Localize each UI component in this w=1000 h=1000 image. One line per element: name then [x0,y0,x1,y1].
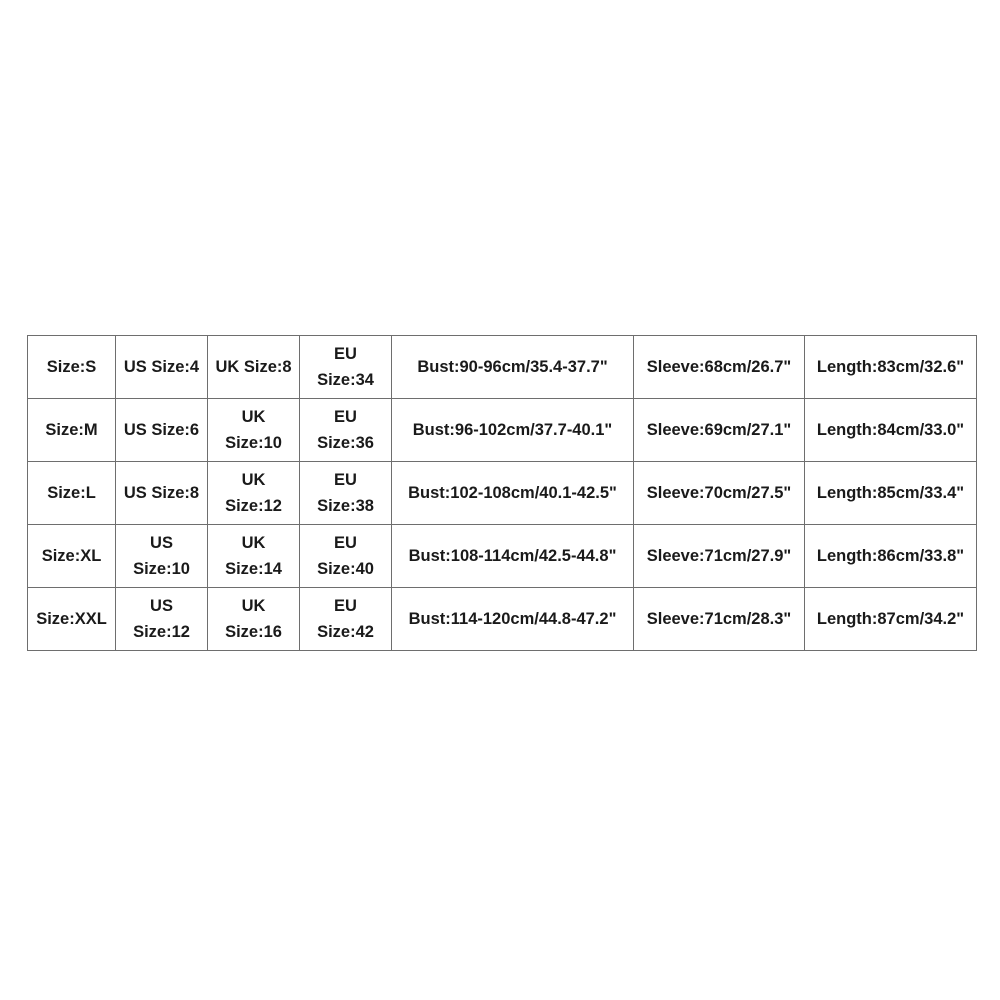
eu-size-cell: EU Size:34 [300,336,392,399]
eu-size-cell: EU Size:40 [300,525,392,588]
length-cell: Length:84cm/33.0" [805,399,977,462]
length-cell: Length:83cm/32.6" [805,336,977,399]
table-row [28,462,977,525]
table-row [28,588,977,651]
bust-cell: Bust:96-102cm/37.7-40.1" [392,399,634,462]
uk-size-cell: UK Size:14 [208,525,300,588]
sleeve-cell: Sleeve:71cm/27.9" [634,525,805,588]
length-cell: Length:85cm/33.4" [805,462,977,525]
size-cell: Size:M [28,399,116,462]
bust-cell: Bust:90-96cm/35.4-37.7" [392,336,634,399]
bust-cell: Bust:108-114cm/42.5-44.8" [392,525,634,588]
sleeve-cell: Sleeve:71cm/28.3" [634,588,805,651]
size-cell: Size:XL [28,525,116,588]
us-size-cell: US Size:4 [116,336,208,399]
eu-size-cell: EU Size:38 [300,462,392,525]
size-cell: Size:XXL [28,588,116,651]
bust-cell: Bust:102-108cm/40.1-42.5" [392,462,634,525]
sleeve-cell: Sleeve:68cm/26.7" [634,336,805,399]
sleeve-cell: Sleeve:70cm/27.5" [634,462,805,525]
eu-size-cell: EU Size:36 [300,399,392,462]
us-size-cell: US Size:12 [116,588,208,651]
table-row [28,399,977,462]
size-cell: Size:S [28,336,116,399]
length-cell: Length:86cm/33.8" [805,525,977,588]
size-chart-table [27,335,977,651]
table-row [28,525,977,588]
bust-cell: Bust:114-120cm/44.8-47.2" [392,588,634,651]
us-size-cell: US Size:10 [116,525,208,588]
table-row [28,336,977,399]
uk-size-cell: UK Size:16 [208,588,300,651]
uk-size-cell: UK Size:12 [208,462,300,525]
eu-size-cell: EU Size:42 [300,588,392,651]
size-cell: Size:L [28,462,116,525]
us-size-cell: US Size:6 [116,399,208,462]
us-size-cell: US Size:8 [116,462,208,525]
length-cell: Length:87cm/34.2" [805,588,977,651]
uk-size-cell: UK Size:8 [208,336,300,399]
uk-size-cell: UK Size:10 [208,399,300,462]
sleeve-cell: Sleeve:69cm/27.1" [634,399,805,462]
